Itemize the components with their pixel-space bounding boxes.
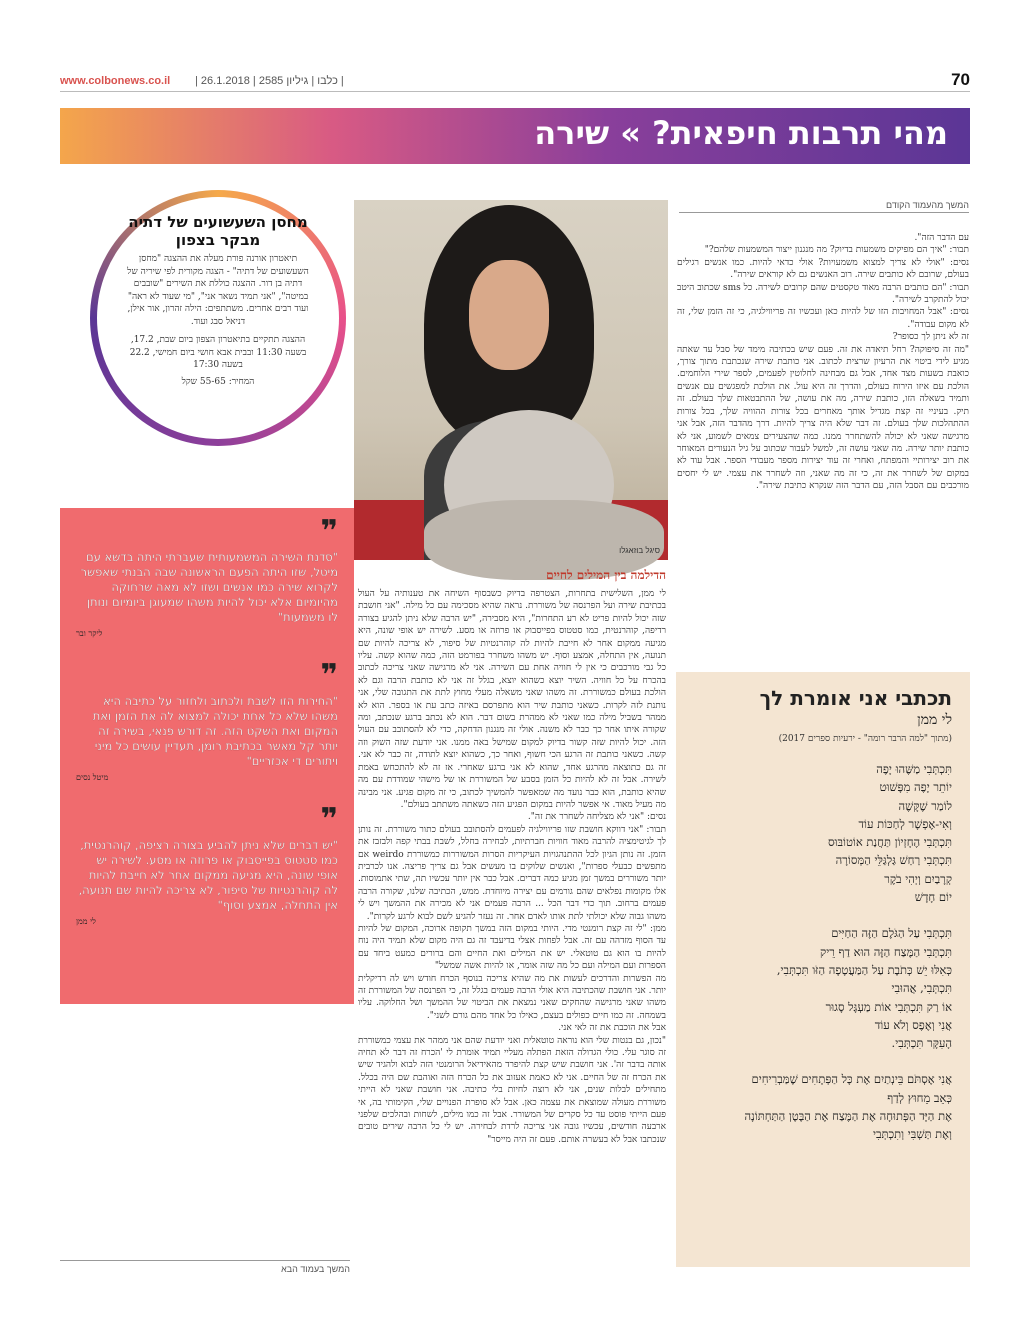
poem-line: תִּכְתְּבִי עַל הַגֹּלֶם הַזֶּה הַחַיִּים bbox=[831, 926, 952, 941]
quote-author: ליקר ובר bbox=[76, 629, 103, 638]
photo-face bbox=[469, 260, 549, 370]
poem-line: אֲנִי וְאֶפֶס וְלֹא עוֹד bbox=[874, 1017, 952, 1032]
article-body-bottom bbox=[358, 1010, 666, 1265]
site-url[interactable]: www.colbonews.co.il bbox=[60, 75, 171, 87]
issue-meta: | 26.1.2018 | כלבו | גיליון 2585 | bbox=[195, 75, 344, 87]
divider bbox=[679, 212, 969, 213]
poem-line: אֶת הַיָּד הַפְּתוּחָה אֶת הַמֶּצַח אֶת הַבֶּטֶן הַתַּחְתּוֹנָה bbox=[744, 1109, 952, 1124]
quote-2 bbox=[76, 658, 338, 782]
poem-line: תִּכְתְּבִי רַחַשׁ גַּלְגַּלֵּי הַמְּסוֹרָה bbox=[835, 853, 952, 868]
banner-title: מהי תרבות חיפאית? » שירה bbox=[534, 114, 948, 152]
event-schedule: ההצגה תתקיים בתיאטרון הצפון ביום שבת, 17.2, בשעה 11:30 ובבית אבא חושי ביום חמישי, 22.2 בשעה 17:30 bbox=[129, 335, 307, 370]
poem-line: תִּכְתְּבִי הֶחָזְיוֹן תַּחֲנַת אוֹטוֹבּוּס bbox=[827, 835, 952, 850]
quotes-box bbox=[60, 508, 354, 1004]
poem-lines bbox=[694, 760, 952, 1144]
portrait-photo bbox=[354, 200, 668, 560]
page-header bbox=[60, 70, 970, 92]
photo-credit: סיגל בוזאגלו bbox=[619, 546, 660, 555]
article-body-top: לי ממן, השלישית בתחרות, הצטרפה בדיוק כשבסוף השיחה את טענותיה על העול בכתיבת שירה ועל הפרנסה של משוררת. נראה שהיא מסכימה עם כל מילה. "אני חושבת שזה יכול להיות פריט לא רע התחרות", היא מסבירה, "יש הרבה שלא ניתן להגיע בצורה רדיפה, קוהרנטית, כמו סטטוס בפייסבוק או פרוזה או מסע. לשירה יש אופי שונה, היא מגיעה ממקום אחר לא חייבת להיות לה קוהרנטיות של סיפור, לא צריכה להיות שם תנועה, אין התחלה, אמצע וסוף. יש משהו משחרר בפורמט הזה, כמה שהוא קשה. עליו כל גבי מורכבים כי אין לי חוויה אחת עם השירה. אני לא מרגישה שאני צריכה לכתוב בהכרח על כל חוויה. השיר יוצא כשהוא יוצא, בגלל זה אני לא כותבת הרבה וגם לא הולכת בעולם כמשוררת. זה משהו שאני משאלה מעלי מחוץ לתת את התגובה שלי, אני נותנת לזה לקרות. כשאני כותבת שיר הוא מתפרסם באיזה כתב עת או בספר. הוא לא ממהר בשביל מילה כמו שאני לא ממהרת בשום דבר. הוא לא נכתב ברגע שנכתב, ומה שקורה איתו אחר כך כבר לא משנה. אולי זה מנגנון הדחקה, כדי לא להסתובב עם העול הזה. יכול להיות שזה קשור בדיוק למקום שמישל באה ממנו. אני יודעת שזה השוק וזה קשה. כשאני כותבת זה הרגע הכי חשוף, ואחר כך, כשהוא יוצא לתודה, זה כבר לא אני. זה גם כתוצאה מהרגע אחד, שהוא לא אני ברגע שאחרי. אז זה לא להתכחש באמת לשירה. אבל זה לא להיות כל הזמן בסבע של המשוררת או של מישהי שמודדת עם מה שהיא כותבת, הוא כבר נועד מה שמאפשר להמשיך לכתוב, כי זה מקום פגיע. אני מבינה מה מעיל מאוד. אי אפשר להיות במקום הפגיע הזה כשאתה משתתב בעולם". נסים: "אני לא מצליחה לשחרר את זה". תבור: "אני דווקא חושבת שזו פריווילגיה לפעמים להסתובב בעולם כתור משוררת. זה נותן לך לגיטימציה להרבה מאוד חוויות חברתיות, לבחירה בחלל, לשבת בבתי קפה ולבזבז את הזמן. זה נותן הגיון לכל ההתנהגויות העיקריות הסרות המשוררות כמשוררת weirdo אם מתפשים כבעלי ספרות", ואנשים שלוקים בו מעשים אבל גם צריך פריצה. אנו לכרבית יותר משוררים במשך זמן מגיע כמה דברים. אבל כבר אין יותר עכשיו תה, שתי אתמוסות. אלו מקומות נפלאים שהם גורמים עם יצירה מיוחדת. ממש, הכתיבה שלנו, שקורה הרבה פעמים ברחוב. תוך כדי דבר הכל ... הרבה פעמים אני לא מכירה את ההמשך ויש לי משהו גבוה שלא יכולתי לתת אותו לאדם אחר. זה נעזר להגיע לשם לבוא לרגע לקרות". ממן: "לי זה קצת רומנטי מדי. היותי במקום הזה במשך תקופה ארוכה, המקום של להיות עד הסוף מזדהה עם זה. אבל לפחות אצלי בדיעבד זה גם היה מקום שלא תמיד היה נוח להיות בו הוא גם טוטאלי. יש את המילים ואת החיים והם ברורים כמעט ביחד עם הספרות ועם המילה ועם כל מה שזה אומר, או להיות אשה שמשל" מה הפשרות והדרכים לעשות את מה שהיא צריכה בנוסף הכרח חודש ויש לה רדיקלית יותר. אני חושבת שהכתיבה היא אולי הרבה פעמים בגלל זה, כי הפרנסה של המשוררת זה משהו שאני מרגישה שהחקים שאני נמצאת את הביטוי של ההמשך ושל החלוקה. עליו בשמחה. זה כמו חיים כפולים בעצם, כאילו כל אחד מהם גורם לשני". אבל את הוכבת את זה לאי אני. "נכון, גם בנטות שלי הוא נוראה טוטאלית ואני יודעת שהם אני ממהר את עצמי כמשוררת זה סוגר עלי. כולי הגדולה הזאת הפתלה מעליי תמיד אומרת לי 'הכרח זה דבר לא תחיה אותה בדבר זה'. אני חושבת שיש קצת להיפרד מהאידיאל הרומנטי הזה לבוא ולהגיד שיש את הכרח זה של החיים. אני לא כאמת אעזוב את כל הכרח הזה ואוהבת שם היה בכלל. מתחילים לבלות שנים, אני לא רוצה לחיות בלי כתיבה. אני חושבת שאני לא הייתי משוררת מעולה שמוצאת את עצמה כאן. אבל לא סופרת הפנויים שלי, הקימותי בה, אי פעם הייתי פוסט עד כל סקרים של המשורר. אבל זה כמו מילים, לשחות ובהלכים שלפני ארבעה חודשים, עכשיו גובה אני צריכה לרדת לבחירה. יש לי כל הרבה שירים טובים שנכתבו אבל לא בעשרה אותם. פעם זה היה מייסר" bbox=[358, 589, 666, 1145]
event-title: מחסן השעשועים של דתיה מבקר בצפון bbox=[128, 213, 308, 249]
continued-from-note: המשך מהעמוד הקודם bbox=[886, 200, 969, 210]
quote-1 bbox=[76, 514, 338, 638]
poem-line: אוֹ רַק תִּכְתְּבִי אוֹת מַעְגָּל סָגוּר bbox=[825, 999, 952, 1014]
event-price: המחיר: 55-65 שקל bbox=[181, 376, 255, 387]
stanza-gap bbox=[694, 1052, 952, 1070]
quote-mark-icon: ❞ bbox=[320, 658, 338, 693]
continued-next-note: המשך בעמוד הבא bbox=[60, 1260, 350, 1274]
poem-line: יוֹתֵר יָפֶה מִפָּשׁוּט bbox=[879, 780, 952, 795]
poem-line: קְרָבַיִם וְיְהִי בֹקֶר bbox=[884, 871, 952, 886]
poem-title: תכתבי אני אומרת לך bbox=[759, 686, 952, 710]
poem-line: תִּכְתְּבִי הַמֶּצַח הַזֶּה הוּא דַף רֵיק bbox=[820, 944, 952, 959]
quote-author: לי ממן bbox=[76, 917, 96, 926]
poem-source: (מתוך "למה הרבר רומה" - ירעיות ספרים 2017) bbox=[778, 734, 952, 744]
quote-3 bbox=[76, 802, 338, 926]
poem-line: וְאֶת תַּשְׁבִּי וְתִכְתְּבִי bbox=[872, 1127, 952, 1142]
article-body-left bbox=[60, 1020, 350, 1256]
stanza-gap bbox=[694, 906, 952, 924]
right-column-text: עם הדבר הזה". תבור: "איך הם מפיקים משמעות בדיוק? מה מנגנון ייצור המשמעות שלהם?" נסים: "אולי לא צריך למצוא משמעויות? אולי כדאי להיות. כמו אנשים רגילים בעולם, שרובם לא כותבים שירה. רוב האנשים גם לא קוראים שירה". תבור: "הם כותבים הרבה מאוד טקסטים שהם קרובים לשירה. כל sms שכתוב היטב יכול להתקרב לשירה". נסים: "אבל המחויבות הזו של להיות כאן ועכשיו זה פריווילגיה, כי זה הזמן שלי, זה לא מקום עבודה". זה לא ניתן לך כסופר? "מה זה סיפוקה? רחל תיאדה את זה. פעם שיש בכתיבה מימד של סבל עד שאתה מגיע לידי ביטוי את הרעיון שרצית לכתוב. אני כותבת שירה שנכתבת מתוך צורך, כואבת בשעות מצד אחד, אבל גם מבחינה לחלוטין לפעמים, לספר שירי הלוחמים. הולכת עם איזו הירוח בעולם, והדרך זה היא עול. את הולכת למפגשים עם אנשים ותמיד בשאלה הזו, כותבת שירה, מה את עושה, של ההתבטאות שלך בעולם. זה תיק. בעיניי זה קצת מגדיל אותך מאחרים בכל צורות ההוויה שלך, בכל צורות ההתהלכות שלך בעולם. זה דבר שלא היה צריך להיות. דרך מהדבר הזה, אבל אני מרגישה שאני לא יכולה להשתחרר ממנו. כמה שהצעירים צמאים לשמוע, אני לא כותבת יותר שירה. מה שאני עושה זה, למשל לעבור שכתוב על גיל הנעורים המאוחר את רוב יצירותיי והמפתח, ואחרי זה עוד יצירות מספר מעבודי הספר. אבל עוד לא במקום של לשחרר את זה, כי זה מה שאני, וזה לשחרר את עצמי. יש לי יחסים מורכבים עם הסבל הזה, עם הדבר הזה שנקרא כתיבת שירה". bbox=[677, 233, 969, 492]
quote-author: מיטל נסים bbox=[76, 773, 109, 782]
event-circle bbox=[90, 190, 346, 446]
poem-line: הָעִקָּר תִּכְתְּבִי. bbox=[891, 1036, 952, 1051]
quote-text: "סדנת השירה המשמעותית שעברתי היתה בדשא עם מיטל, שזו היתה הפעם הראשונה שבה הבנתי שאפשר לקרוא שירה כמו אנשים ושזו לא מאה שרחוקה מהיומיום אלא יכול להיות משהו שמעוגן ביומיום ונותן לו משמעות" bbox=[80, 550, 338, 624]
article-subheading: הדילמה בין המילים לחיים bbox=[546, 568, 666, 582]
event-body: תיאטרון אורנה פורת מעלה את ההצגה "מחסן השעשועים של דתיה" - הצגה מקורית לפי שיריה של דתיה בן דור. ההצגה כוללת את השירים "שובבים במיטה", "אני תמיד נשאר אני", "מי שעוד לא ראה" ועוד רבים אחרים. משתתפים: הילה זהרון, אור אילן, דניאל סבג ועוד. bbox=[127, 254, 309, 327]
poem-line: וְאִי-אֶפְשָׁר לְחַכּוֹת עוֹד bbox=[858, 816, 952, 831]
quote-text: "יש דברים שלא ניתן להביע בצורה רציפה, קוהרנטית, כמו סטטוס בפייסבוק או פרוזה או מסע. לשירה יש אופי שונה, היא מגיעה ממקום אחר לא חייבת להיות לה קוהרנטיות של סיפור, לא צריכה להיות שם תנועה, אין התחלה, אמצע וסוף" bbox=[78, 838, 338, 912]
poem-line: תִּכְתְּבִי מַשֶּׁהוּ יָפֶה bbox=[876, 762, 952, 776]
poem-box bbox=[676, 672, 970, 1267]
poem-line: כְּאִלּוּ יֵשׁ כְּתֹבֶת עַל הַמַּעֲטָפָה הַזֹּו תִּכְתְּבִי, bbox=[776, 962, 952, 977]
quote-mark-icon: ❞ bbox=[320, 514, 338, 549]
event-circle-inner bbox=[97, 197, 339, 439]
poem-line: תִּכְתְּבִי, אֲהוּבִי bbox=[891, 981, 952, 996]
poem-line: לוֹמַר שֶׁקָּשֶׁה bbox=[898, 798, 952, 813]
page-number: 70 bbox=[951, 70, 970, 89]
quote-text: "החירות הזו לשבת ולכתוב ולחזור על כתיבה היא משהו שלא כל אחת יכולה למצוא לה את הזמן ואת המקום ואת השקט הזה. זה דורש פנאי, בשירה זה יותר קל מאשר בכתיבת רומן, תעדיין עושים כל מיני ויתורים די אכזריים" bbox=[92, 694, 338, 768]
section-banner bbox=[60, 108, 970, 164]
poem-line: כְּאֵב מֵחוּץ לְדַף bbox=[887, 1090, 952, 1105]
poem-line: אֲנִי אֶסְתֹּם בֵּינְתַיִם אֶת כָּל הַפְּתָחִים שֶׁמַּבְרִיחִים bbox=[751, 1072, 952, 1087]
quote-mark-icon: ❞ bbox=[320, 802, 338, 837]
poem-line: יוֹם חָדָשׁ bbox=[914, 890, 952, 905]
poem-author: לי ממן bbox=[917, 712, 952, 728]
